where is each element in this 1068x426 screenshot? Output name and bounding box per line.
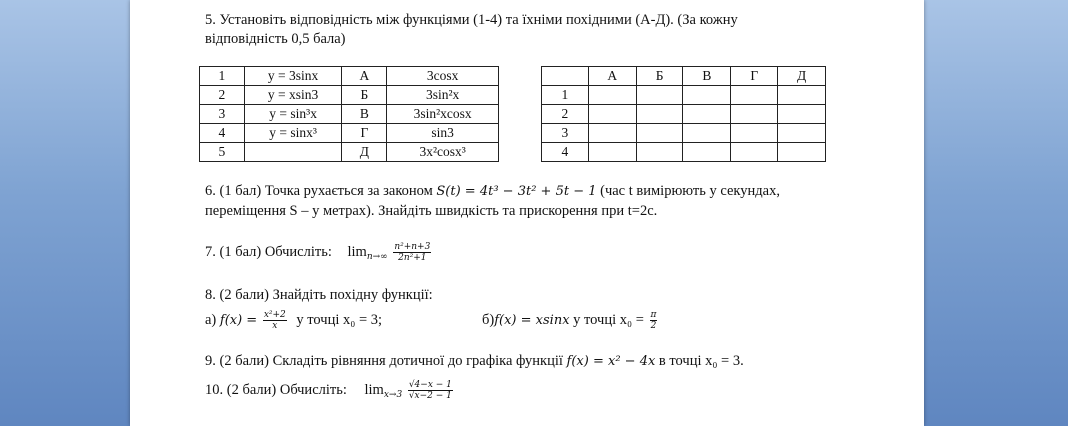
q8-part-a: [205, 310, 382, 331]
q10-numerator: √4−x − 1: [408, 380, 452, 390]
functions-table-row: [200, 143, 499, 162]
functions-table-cell-d: 3sin²x: [387, 86, 499, 105]
answer-grid-cell[interactable]: [588, 105, 636, 124]
functions-table-row: [200, 67, 499, 86]
q10-prefix: 10. (2 бали) Обчисліть:: [205, 381, 347, 398]
q8-b-formula: f(x) = xsinx: [494, 312, 570, 328]
q8-a-prefix: а): [205, 311, 217, 328]
q8-title: 8. (2 бали) Знайдіть похідну функції:: [205, 287, 433, 303]
q8-part-b: [482, 310, 657, 331]
answer-grid-cell[interactable]: [683, 86, 731, 105]
q8-a-formula: f(x) =: [219, 312, 258, 328]
q10-denominator: √x−2 − 1: [408, 391, 452, 401]
functions-table-cell-f: y = xsin3: [244, 86, 342, 105]
q6-prefix: 6. (1 бал) Точка рухається за законом: [205, 183, 433, 199]
answer-grid-cell[interactable]: [588, 86, 636, 105]
q7-fraction: [393, 242, 431, 263]
q6-suffix: (час t вимірюють у секундах,: [600, 183, 780, 199]
q7-numerator: n²+n+3: [394, 242, 431, 252]
q7-lim: lim: [347, 243, 367, 260]
answer-grid-cell[interactable]: [636, 105, 683, 124]
answer-grid-cell[interactable]: [636, 86, 683, 105]
answer-grid-cell[interactable]: [731, 105, 778, 124]
q9-suffix: в точці x₀ = 3.: [658, 353, 744, 369]
q8-b-denominator: 2: [650, 321, 657, 331]
functions-table-cell-d: 3cosx: [387, 67, 499, 86]
functions-table-cell-f: y = 3sinx: [244, 67, 342, 86]
q6-line1: [205, 183, 780, 200]
q9-line: [205, 353, 744, 370]
answer-grid-cell[interactable]: [731, 86, 778, 105]
q7-line: [205, 242, 431, 263]
answer-grid-header-cell: А: [588, 67, 636, 86]
functions-table-row: [200, 86, 499, 105]
answer-grid: [541, 66, 826, 162]
answer-grid-cell[interactable]: [778, 124, 826, 143]
answer-grid-row-label: 4: [542, 143, 589, 162]
functions-table-cell-n: 5: [200, 143, 245, 162]
q8-a-denominator: x: [272, 321, 278, 331]
q7-lim-sub: n→∞: [366, 251, 388, 262]
answer-grid-row-label: 3: [542, 124, 589, 143]
answer-grid-row-label: 1: [542, 86, 589, 105]
answer-grid-header-cell: [542, 67, 589, 86]
answer-grid-cell[interactable]: [778, 86, 826, 105]
answer-grid-header-cell: В: [683, 67, 731, 86]
answer-grid-cell[interactable]: [683, 124, 731, 143]
answer-grid-header-cell: Г: [731, 67, 778, 86]
functions-table-cell-f: [244, 143, 342, 162]
functions-table-cell-l: В: [342, 105, 387, 124]
q8-b-numerator: π: [650, 310, 657, 320]
answer-grid-cell[interactable]: [683, 105, 731, 124]
q8-b-point: у точці x₀ =: [573, 311, 644, 328]
functions-table-row: [200, 105, 499, 124]
q6-line2: переміщення S – у метрах). Знайдіть швидкість та прискорення при t=2с.: [205, 203, 658, 219]
q10-lim: lim: [364, 381, 384, 398]
functions-table-cell-d: 3x²cosx³: [387, 143, 499, 162]
q8-b-prefix: б): [482, 311, 495, 328]
answer-grid-header-cell: Б: [636, 67, 683, 86]
answer-grid-header-cell: Д: [778, 67, 826, 86]
answer-grid-row: [542, 124, 826, 143]
answer-grid-row: [542, 143, 826, 162]
q6-formula: S(t) = 4t³ − 3t² + 5t − 1: [436, 184, 597, 199]
answer-grid-cell[interactable]: [731, 124, 778, 143]
answer-grid-cell[interactable]: [636, 143, 683, 162]
q7-denominator: 2n²+1: [398, 253, 427, 263]
q10-fraction: [408, 380, 453, 401]
q8-b-fraction: [650, 310, 658, 331]
document-page: [130, 0, 924, 426]
functions-table-cell-f: y = sinx³: [244, 124, 342, 143]
functions-table-row: [200, 124, 499, 143]
functions-table: [199, 66, 499, 162]
answer-grid-row-label: 2: [542, 105, 589, 124]
functions-table-cell-n: 2: [200, 86, 245, 105]
answer-grid-cell[interactable]: [778, 105, 826, 124]
answer-grid-cell[interactable]: [588, 124, 636, 143]
q5-text-line2: відповідність 0,5 бала): [205, 31, 346, 47]
functions-table-cell-l: Г: [342, 124, 387, 143]
q5-text-line1: 5. Установіть відповідність між функціями (1-4) та їхніми похідними (А-Д). (За кожну: [205, 12, 738, 28]
answer-grid-row: [542, 105, 826, 124]
q10-lim-sub: x→3: [383, 389, 403, 400]
answer-grid-cell[interactable]: [636, 124, 683, 143]
functions-table-cell-n: 3: [200, 105, 245, 124]
q10-line: [205, 380, 453, 401]
answer-grid-row: [542, 86, 826, 105]
q8-a-point: у точці x₀ = 3;: [296, 311, 383, 328]
answer-grid-cell[interactable]: [778, 143, 826, 162]
q8-a-numerator: x²+2: [263, 310, 286, 320]
q8-a-fraction: [263, 310, 287, 331]
answer-grid-cell[interactable]: [588, 143, 636, 162]
functions-table-cell-n: 1: [200, 67, 245, 86]
functions-table-cell-l: Б: [342, 86, 387, 105]
q7-prefix: 7. (1 бал) Обчисліть:: [205, 243, 332, 260]
answer-grid-cell[interactable]: [731, 143, 778, 162]
q9-prefix: 9. (2 бали) Складіть рівняння дотичної до графіка функції: [205, 353, 563, 369]
functions-table-cell-n: 4: [200, 124, 245, 143]
functions-table-cell-f: y = sin³x: [244, 105, 342, 124]
functions-table-cell-d: 3sin²xcosx: [387, 105, 499, 124]
functions-table-cell-l: А: [342, 67, 387, 86]
q9-formula: f(x) = x² − 4x: [566, 354, 656, 369]
answer-grid-header-row: [542, 67, 826, 86]
functions-table-cell-l: Д: [342, 143, 387, 162]
functions-table-cell-d: sin3: [387, 124, 499, 143]
answer-grid-cell[interactable]: [683, 143, 731, 162]
